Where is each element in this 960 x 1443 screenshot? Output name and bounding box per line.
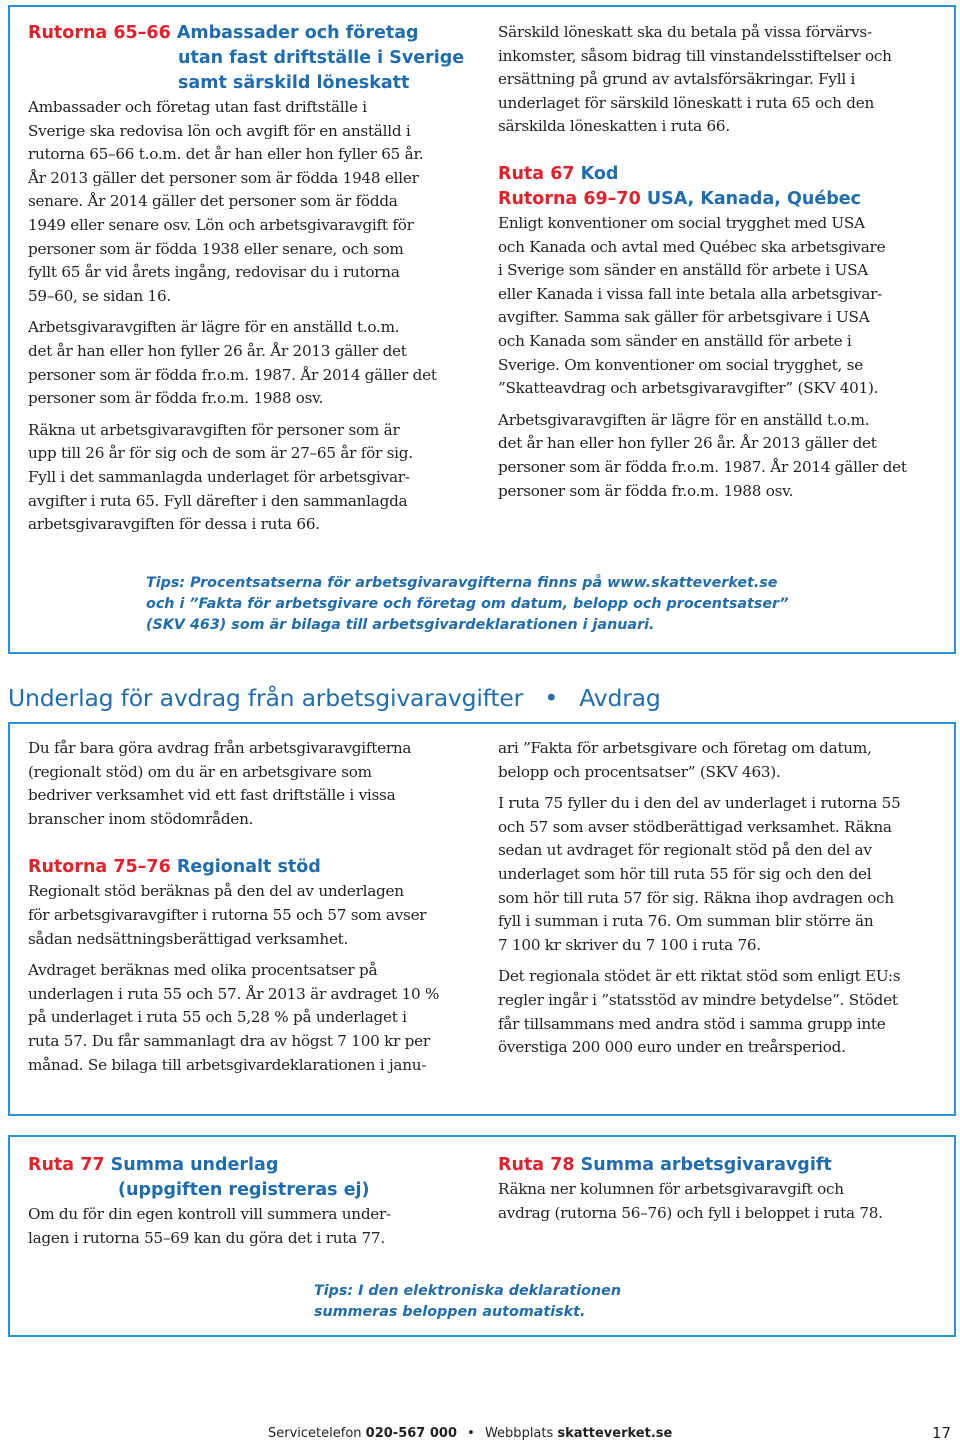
text-line: och 57 som avser stödberättigad verksamhet. Räkna — [498, 817, 892, 836]
text-line: branscher inom stödområden. — [28, 809, 254, 828]
heading-rutorna-65-66 — [28, 21, 468, 46]
heading-red: Rutorna 75–76 — [28, 857, 171, 878]
heading-blue: Regionalt stöd — [176, 857, 321, 878]
text-line: ari ”Fakta för arbetsgivare och företag om datum, — [498, 739, 872, 757]
paragraph — [28, 959, 473, 1077]
text-line: regler ingår i ”statsstöd av mindre betydelse”. Stödet — [498, 990, 898, 1009]
text-line: upp till 26 år för sig och de som är 27–65 år för sig. — [28, 444, 413, 463]
text-line: underlagen i ruta 55 och 57. År 2013 är avdraget 10 % — [28, 984, 440, 1003]
text-line: särskilda löneskatten i ruta 66. — [498, 117, 730, 136]
text-line: 59–60, se sidan 16. — [28, 286, 171, 305]
text-line: senare. År 2014 gäller det personer som är födda — [28, 192, 398, 211]
text-line: sedan ut avdraget för regionalt stöd på den del av — [498, 841, 872, 860]
paragraph — [28, 880, 473, 951]
webbplats-label: Webbplats — [484, 1426, 554, 1441]
section-title-secondary: Avdrag — [579, 684, 661, 712]
tips-line: summeras beloppen automatiskt. — [314, 1304, 586, 1320]
text-line: Ambassader och företag utan fast driftställe i — [28, 98, 367, 116]
heading-blue: Summa underlag — [110, 1155, 279, 1175]
text-line: och Kanada och avtal med Québec ska arbetsgivare — [498, 237, 886, 256]
text-line: på underlaget i ruta 55 och 5,28 % på underlaget i — [28, 1008, 407, 1027]
section-title-main: Underlag för avdrag från arbetsgivaravgifter — [8, 684, 524, 712]
text-line: Sverige. Om konventioner om social trygghet, se — [498, 355, 863, 374]
heading-ruta-67 — [498, 162, 948, 187]
info-box-rutorna-65-70 — [8, 5, 956, 654]
paragraph — [498, 212, 948, 401]
text-line: Arbetsgivaravgiften är lägre för en anställd t.o.m. — [498, 410, 870, 429]
box1-right-column — [498, 21, 948, 503]
text-line: som hör till ruta 57 för sig. Räkna ihop avdragen och — [498, 888, 894, 907]
heading-red: Ruta 77 — [28, 1155, 105, 1175]
text-line: personer som är födda fr.o.m. 1987. År 2014 gäller det — [498, 457, 907, 476]
text-line: underlaget för särskild löneskatt i ruta 65 och den — [498, 93, 875, 112]
heading-red: Rutorna 65–66 — [28, 23, 171, 43]
section-title — [8, 684, 661, 712]
text-line: Fyll i det sammanlagda underlaget för arbetsgivar- — [28, 467, 410, 486]
text-line: personer som är födda fr.o.m. 1988 osv. — [498, 481, 794, 500]
paragraph — [498, 1178, 948, 1225]
paragraph — [28, 1203, 473, 1250]
text-line: underlaget som hör till ruta 55 för sig och den del — [498, 864, 872, 883]
box3-right-column — [498, 1153, 948, 1225]
paragraph — [498, 737, 948, 784]
heading-blue: Ambassader och företag — [176, 23, 419, 43]
text-line: i Sverige som sänder en anställd för arbete i USA — [498, 261, 868, 280]
text-line: ersättning på grund av avtalsförsäkringar. Fyll i — [498, 70, 856, 89]
paragraph — [498, 965, 948, 1059]
heading-blue-line-2: utan fast driftställe i Sverige — [178, 48, 465, 68]
text-line: och Kanada som sänder en anställd för arbete i — [498, 331, 852, 350]
text-line: det år han eller hon fyller 26 år. År 2013 gäller det — [498, 434, 877, 453]
box2-left-column — [28, 737, 473, 1077]
text-line: Räkna ner kolumnen för arbetsgivaravgift och — [498, 1180, 844, 1198]
footer-bullet: • — [467, 1426, 475, 1441]
text-line: (regionalt stöd) om du är en arbetsgivare som — [28, 762, 372, 781]
bullet: • — [544, 684, 559, 712]
page-number: 17 — [932, 1424, 952, 1442]
text-line: Arbetsgivaravgiften är lägre för en anställd t.o.m. — [28, 318, 400, 337]
box3-left-column — [28, 1153, 473, 1250]
text-line: belopp och procentsatser” (SKV 463). — [498, 762, 781, 781]
text-line: 7 100 kr skriver du 7 100 i ruta 76. — [498, 935, 761, 954]
paragraph — [498, 409, 948, 503]
text-line: bedriver verksamhet vid ett fast driftställe i vissa — [28, 786, 396, 805]
tips-line: och i ”Fakta för arbetsgivare och företag om datum, belopp och procentsatser” — [146, 596, 789, 612]
text-line: Särskild löneskatt ska du betala på vissa förvärvs- — [498, 23, 872, 41]
text-line: det år han eller hon fyller 26 år. År 2013 gäller det — [28, 341, 407, 360]
text-line: Om du för din egen kontroll vill summera under- — [28, 1205, 391, 1223]
servicetelefon-label: Servicetelefon — [268, 1426, 362, 1441]
info-box-summa — [8, 1135, 956, 1337]
text-line: Sverige ska redovisa lön och avgift för en anställd i — [28, 121, 411, 140]
text-line: rutorna 65–66 t.o.m. det år han eller hon fyller 65 år. — [28, 145, 424, 164]
box1-left-column — [28, 21, 468, 537]
text-line: överstiga 200 000 euro under en treårsperiod. — [498, 1038, 846, 1057]
text-line: eller Kanada i vissa fall inte betala alla arbetsgivar- — [498, 284, 883, 303]
heading-blue: Kod — [580, 163, 619, 184]
text-line: I ruta 75 fyller du i den del av underlaget i rutorna 55 — [498, 794, 901, 813]
text-line: avdrag (rutorna 56–76) och fyll i beloppet i ruta 78. — [498, 1203, 883, 1222]
heading-blue-line-3: samt särskild löneskatt — [178, 73, 410, 93]
text-line: ”Skatteavdrag och arbetsgivaravgifter” (SKV 401). — [498, 379, 879, 398]
info-box-regionalt-stod — [8, 722, 956, 1116]
text-line: avgifter. Samma sak gäller för arbetsgivare i USA — [498, 308, 870, 327]
heading-rutorna-69-70 — [498, 187, 948, 212]
text-line: personer som är födda 1938 eller senare, och som — [28, 239, 404, 258]
box2-right-column — [498, 737, 948, 1060]
tips-box3 — [314, 1281, 714, 1323]
text-line: fyll i summan i ruta 76. Om summan blir större än — [498, 912, 874, 931]
text-line: År 2013 gäller det personer som är födda 1948 eller — [28, 168, 419, 187]
paragraph — [28, 316, 468, 410]
servicetelefon-number: 020-567 000 — [365, 1426, 458, 1441]
text-line: Enligt konventioner om social trygghet med USA — [498, 213, 865, 232]
heading-ruta-77 — [28, 1153, 473, 1178]
webbplats-link[interactable]: skatteverket.se — [557, 1426, 673, 1441]
tips-line: Tips: I den elektroniska deklarationen — [314, 1283, 621, 1299]
text-line: Avdraget beräknas med olika procentsatser på — [28, 961, 378, 980]
heading-rutorna-75-76 — [28, 855, 473, 880]
text-line: avgifter i ruta 65. Fyll därefter i den sammanlagda — [28, 491, 408, 510]
text-line: Det regionala stödet är ett riktat stöd som enligt EU:s — [498, 967, 901, 986]
heading-blue: USA, Kanada, Québec — [646, 188, 861, 209]
text-line: för arbetsgivaravgifter i rutorna 55 och 57 som avser — [28, 905, 427, 924]
text-line: ruta 57. Du får sammanlagt dra av högst 7 100 kr per — [28, 1031, 430, 1050]
paragraph — [28, 96, 468, 308]
text-line: Regionalt stöd beräknas på den del av underlagen — [28, 882, 404, 901]
tips-box1 — [146, 573, 936, 636]
text-line: månad. Se bilaga till arbetsgivardeklarationen i janu- — [28, 1055, 427, 1074]
text-line: lagen i rutorna 55–69 kan du göra det i ruta 77. — [28, 1228, 385, 1247]
paragraph — [498, 21, 948, 139]
tips-line: (SKV 463) som är bilaga till arbetsgivardeklarationen i januari. — [146, 617, 655, 633]
heading-blue: Summa arbetsgivaravgift — [580, 1155, 832, 1175]
text-line: 1949 eller senare osv. Lön och arbetsgivaravgift för — [28, 215, 414, 234]
paragraph — [498, 792, 948, 957]
text-line: fyllt 65 år vid årets ingång, redovisar du i rutorna — [28, 263, 400, 282]
text-line: Räkna ut arbetsgivaravgiften för personer som är — [28, 420, 400, 439]
heading-blue-line-2: (uppgiften registreras ej) — [118, 1180, 370, 1200]
heading-red: Rutorna 69–70 — [498, 188, 641, 209]
heading-red: Ruta 67 — [498, 163, 575, 184]
text-line: Du får bara göra avdrag från arbetsgivaravgifterna — [28, 739, 412, 757]
text-line: sådan nedsättningsberättigad verksamhet. — [28, 929, 349, 948]
heading-ruta-78 — [498, 1153, 948, 1178]
heading-red: Ruta 78 — [498, 1155, 575, 1175]
paragraph — [28, 419, 468, 537]
text-line: får tillsammans med andra stöd i samma grupp inte — [498, 1014, 886, 1033]
text-line: personer som är födda fr.o.m. 1988 osv. — [28, 389, 324, 408]
text-line: inkomster, såsom bidrag till vinstandelsstiftelser och — [498, 46, 892, 65]
paragraph — [28, 737, 473, 831]
text-line: arbetsgivaravgiften för dessa i ruta 66. — [28, 515, 320, 534]
tips-line: Tips: Procentsatserna för arbetsgivaravgifterna finns på www.skatteverket.se — [146, 575, 778, 591]
text-line: personer som är födda fr.o.m. 1987. År 2014 gäller det — [28, 365, 437, 384]
page-footer — [268, 1426, 672, 1441]
